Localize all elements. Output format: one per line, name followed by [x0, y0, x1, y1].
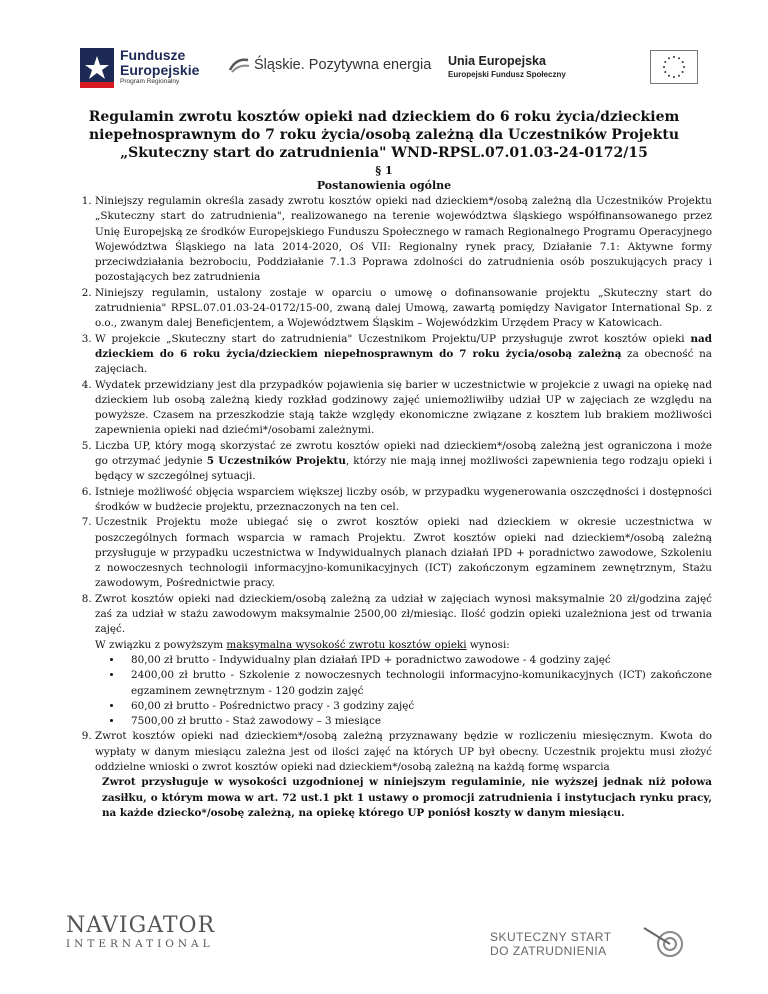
project-line1: SKUTECZNY START	[490, 930, 612, 944]
fundusze-europejskie-logo	[80, 44, 230, 92]
fe-line1: Fundusze	[120, 47, 186, 63]
skuteczny-start-logo	[490, 922, 690, 968]
document-body	[62, 194, 712, 821]
navigator-small: INTERNATIONAL	[66, 938, 214, 950]
provision-3: 3. W projekcie „Skuteczny start do zatrudnienia" Uczestnikom Projektu/UP przysługuje zwrot kosztów opieki nad dzieckiem do 6 roku życia/dzieckiem niepełnosprawnym do 7 roku życia/osobą zależną za obecność na zajęciach.	[95, 332, 712, 378]
refund-limit-note: Zwrot przysługuje w wysokości uzgodnionej w niniejszym regulaminie, nie wyższej jednak niż połowa zasiłku, o którym mowa w art. 72 ust.1 pkt 1 ustawy o promocji zatrudnienia i instytucjach rynku pracy, na każde dziecko*/osobę zależną, na opiekę którego UP poniósł koszty w danym miesiącu.	[102, 776, 712, 819]
header-logos	[80, 44, 698, 92]
fe-sub: Program Regionalny	[120, 78, 180, 85]
cost-list	[95, 653, 712, 729]
fe-line2: Europejskie	[120, 62, 200, 78]
navigator-big: NAVIGATOR	[66, 913, 216, 938]
provision-6: 6. Istnieje możliwość objęcia wsparciem większej liczby osób, w przypadku wygenerowania oszczędności i dostępności środków w budżecie projektu, przeznaczonych na ten cel.	[95, 485, 712, 516]
provision-2: 2. Niniejszy regulamin, ustalony zostaje w oparciu o umowę o dofinansowanie projektu „Skuteczny start do zatrudnienia" RPSL.07.01.03-24-0172/15-00, zwaną dalej Umową, zawartą pomiędzy Navigator International Sp. z o.o., zwanym dalej Beneficjentem, a Województwem Śląskim – Wojewódzkim Urzędem Pracy w Katowicach.	[95, 286, 712, 332]
slaskie-swirl-icon	[228, 56, 250, 74]
provisions-list	[62, 194, 712, 775]
cost-item: • 7500,00 zł brutto - Staż zawodowy – 3 miesiące	[123, 714, 712, 729]
title-line-2: niepełnosprawnym do 7 roku życia/osobą zależną dla Uczestników Projektu	[89, 127, 679, 143]
fe-star-icon	[80, 48, 114, 88]
unia-europejska-logo	[448, 50, 698, 90]
provision-1: 1. Niniejszy regulamin określa zasady zwrotu kosztów opieki nad dzieckiem*/osobą zależną dla Uczestników Projektu „Skuteczny start do zatrudnienia", realizowanego na terenie województwa śląskiego współfinansowanego przez Unię Europejską ze środków Europejskiego Funduszu Społecznego w ramach Regionalnego Programu Operacyjnego Województwa Śląskiego na lata 2014-2020, Oś VII: Regionalny rynek pracy, Działanie 7.1: Aktywne formy przeciwdziałania bezrobociu, Poddziałanie 7.1.3 Poprawa zdolności do zatrudnienia osób poszukujących pracy i pozostających bez zatrudnienia	[95, 194, 712, 286]
provision-9: 9. Zwrot kosztów opieki nad dzieckiem*/osobą zależną przyznawany będzie w rozliczeniu miesięcznym. Kwota do wypłaty w danym miesiącu zależna jest od ilości zajęć na których UP był obecny. Uczestnik projektu musi złożyć oddzielne wnioski o zwrot kosztów opieki nad dzieckiem*/osobą zależną na każdą formę wsparcia	[95, 729, 712, 775]
provision-5: 5. Liczba UP, który mogą skorzystać ze zwrotu kosztów opieki nad dzieckiem*/osobą zależną jest ograniczona i może go otrzymać jedynie 5 Uczestników Projektu, którzy nie mają innej możliwości zapewnienia tego rodzaju opieki i będący w szczególnej sytuacji.	[95, 439, 712, 485]
target-arrow-icon	[640, 922, 690, 962]
title-line-1: Regulamin zwrotu kosztów opieki nad dzieckiem do 6 roku życia/dzieckiem	[88, 109, 680, 125]
provision-8: 8. Zwrot kosztów opieki nad dzieckiem/osobą zależną za udział w zajęciach wynosi maksymalnie 20 zł/godzina zajęć zaś za udział w stażu zawodowym maksymalnie 2500,00 zł/miesiąc. Ilość godzin opieki uzależniona jest od trwania zajęć. W związku z powyższym maksymalna wysokość zwrotu kosztów opieki wynosi: • 80,00 zł brutto - Indywidualny plan działań IPD + poradnictwo zawodowe - 4 godziny zajęć • 2400,00 zł brutto - Szkolenie z nowoczesnych technologii informacyjno-komunikacyjnych (ICT) zakończone egzaminem zewnętrznym - 120 godzin zajęć • 60,00 zł brutto - Pośrednictwo pracy - 3 godziny zajęć • 7500,00 zł brutto - Staż zawodowy – 3 miesiące	[95, 592, 712, 730]
project-line2: DO ZATRUDNIENIA	[490, 944, 607, 958]
slaskie-text: Śląskie. Pozytywna energia	[254, 56, 432, 73]
ue-sub: Europejski Fundusz Społeczny	[448, 70, 566, 79]
eu-flag-icon	[650, 50, 698, 84]
title-line-3: „Skuteczny start do zatrudnienia" WND-RPSL.07.01.03-24-0172/15	[120, 145, 648, 161]
cost-item: • 2400,00 zł brutto - Szkolenie z nowoczesnych technologii informacyjno-komunikacyjnych (ICT) zakończone egzaminem zewnętrznym - 120 godzin zajęć	[123, 668, 712, 699]
section-number: § 1	[375, 164, 393, 177]
navigator-logo	[66, 914, 226, 964]
ue-title: Unia Europejska	[448, 54, 546, 68]
cost-note: W związku z powyższym maksymalna wysokość zwrotu kosztów opieki wynosi:	[95, 638, 510, 651]
section-title: Postanowienia ogólne	[316, 179, 452, 192]
document-title	[40, 108, 728, 162]
cost-item: • 80,00 zł brutto - Indywidualny plan działań IPD + poradnictwo zawodowe - 4 godziny zajęć	[123, 653, 712, 668]
provision-7: 7. Uczestnik Projektu może ubiegać się o zwrot kosztów opieki nad dzieckiem w okresie uczestnictwa w poszczególnych formach wsparcia w ramach Projektu. Zwrot kosztów opieki nad dzieckiem*/osobą zależną przysługuje w przypadku uczestnictwa w Indywidualnych planach działań IPD + poradnictwo zawodowe, Szkoleniu z nowoczesnych technologii informacyjno-komunikacyjnych (ICT) zakończonym egzaminem zewnętrznym, Stażu zawodowym, Pośrednictwie pracy.	[95, 515, 712, 591]
provision-4: 4. Wydatek przewidziany jest dla przypadków pojawienia się barier w uczestnictwie w projekcie z uwagi na opiekę nad dzieckiem lub osobą zależną kiedy rozkład godzinowy zajęć uniemożliwiłby udział UP w zajęciach ze względu na powyższe. Czasem na przeszkodzie stają także względy ekonomiczne związane z kosztem lub brakiem możliwości zapewnienia opieki nad dziećmi*/osobami zależnymi.	[95, 378, 712, 439]
cost-item: • 60,00 zł brutto - Pośrednictwo pracy - 3 godziny zajęć	[123, 699, 712, 714]
slaskie-logo	[228, 56, 431, 74]
